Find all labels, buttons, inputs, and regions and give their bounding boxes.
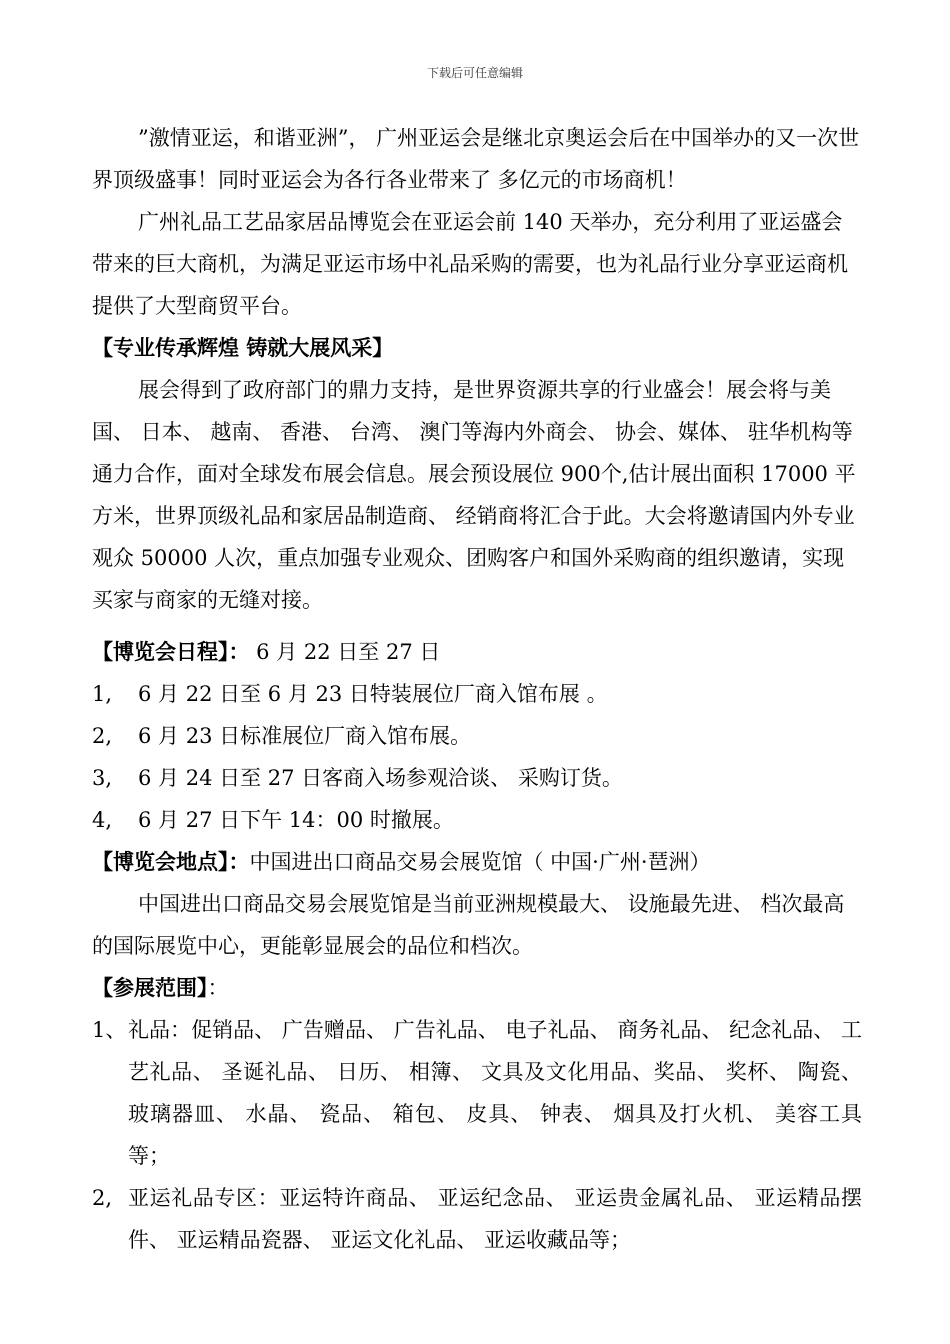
intro-paragraph-1: ”激情亚运，和谐亚洲”， 广州亚运会是继北京奥运会后在中国举办的又一次世界顶级盛事！同时亚运会为各行各业带来了 多亿元的市场商机！ bbox=[92, 126, 860, 192]
scope-item bbox=[92, 1009, 862, 1177]
schedule-item-text: 6 月 27 日下午 14：00 时撤展。 bbox=[138, 808, 454, 832]
venue-name: 中国进出口商品交易会展览馆（ 中国·广州·琶洲） bbox=[249, 850, 711, 874]
schedule-item-number: 2, bbox=[92, 724, 113, 748]
page-header-note: 下载后可任意编辑 bbox=[426, 66, 523, 80]
section-body-professional: 展会得到了政府部门的鼎力支持，是世界资源共享的行业盛会！展会将与美国、 日本、 越南、 香港、 台湾、 澳门等海内外商会、 协会、媒体、 驻华机构等通力合作，面对全球发布展会信息。展会预设展位 900个,估计展出面积 17000 平方米，世界顶级礼品和家居品制造商、 经销商将汇合于此。大会将邀请国内外专业观众 50000 人次，重点加强专业观众、团购客户和国外采购商的组织邀请，实现买家与商家的无缝对接。 bbox=[92, 378, 856, 612]
scope-line bbox=[92, 967, 862, 1009]
venue-description: 中国进出口商品交易会展览馆是当前亚洲规模最大、 设施最先进、 档次最高的国际展览中心，更能彰显展会的品位和档次。 bbox=[92, 892, 845, 958]
schedule-item-text: 6 月 22 日至 6 月 23 日特装展位厂商入馆布展 。 bbox=[138, 682, 608, 706]
schedule-item bbox=[92, 799, 862, 841]
schedule-item bbox=[92, 715, 862, 757]
scope-heading: 【参展范围】 bbox=[92, 976, 208, 1000]
scope-item-number: 2, bbox=[92, 1186, 113, 1210]
schedule-item-number: 3, bbox=[92, 766, 113, 790]
schedule-item-number: 1, bbox=[92, 682, 113, 706]
scope-item-number: 1、 bbox=[92, 1018, 127, 1042]
schedule-dates: 6 月 22 日至 27 日 bbox=[249, 640, 441, 664]
scope-item-text: 亚运礼品专区：亚运特许商品、 亚运纪念品、 亚运贵金属礼品、 亚运精品摆件、 亚运精品瓷器、 亚运文化礼品、 亚运收藏品等； bbox=[128, 1186, 862, 1252]
schedule-item-text: 6 月 24 日至 27 日客商入场参观洽谈、 采购订货。 bbox=[138, 766, 623, 790]
scope-item-text: 礼品：促销品、 广告赠品、 广告礼品、 电子礼品、 商务礼品、 纪念礼品、 工艺礼品、 圣诞礼品、 日历、 相簿、 文具及文化用品、奖品、 奖杯、 陶瓷、 玻璃器皿、 水晶、 瓷品、 箱包、 皮具、 钟表、 烟具及打火机、 美容工具等； bbox=[128, 1018, 862, 1168]
schedule-item-number: 4, bbox=[92, 808, 113, 832]
scope-colon: ： bbox=[207, 976, 229, 1000]
schedule-item bbox=[92, 757, 862, 799]
schedule-item-text: 6 月 23 日标准展位厂商入馆布展。 bbox=[138, 724, 472, 748]
scope-item bbox=[92, 1177, 862, 1261]
venue-line bbox=[92, 841, 862, 883]
section-heading-professional: 【专业传承辉煌 铸就大展风采】 bbox=[92, 336, 394, 360]
document-body bbox=[92, 117, 862, 1261]
schedule-item bbox=[92, 673, 862, 715]
schedule-heading: 【博览会日程】： bbox=[92, 640, 250, 664]
venue-heading: 【博览会地点】： bbox=[92, 850, 250, 874]
schedule-line bbox=[92, 631, 862, 673]
intro-paragraph-2: 广州礼品工艺品家居品博览会在亚运会前 140 天举办，充分利用了亚运盛会带来的巨大商机，为满足亚运市场中礼品采购的需要，也为礼品行业分享亚运商机提供了大型商贸平台。 bbox=[92, 210, 848, 318]
